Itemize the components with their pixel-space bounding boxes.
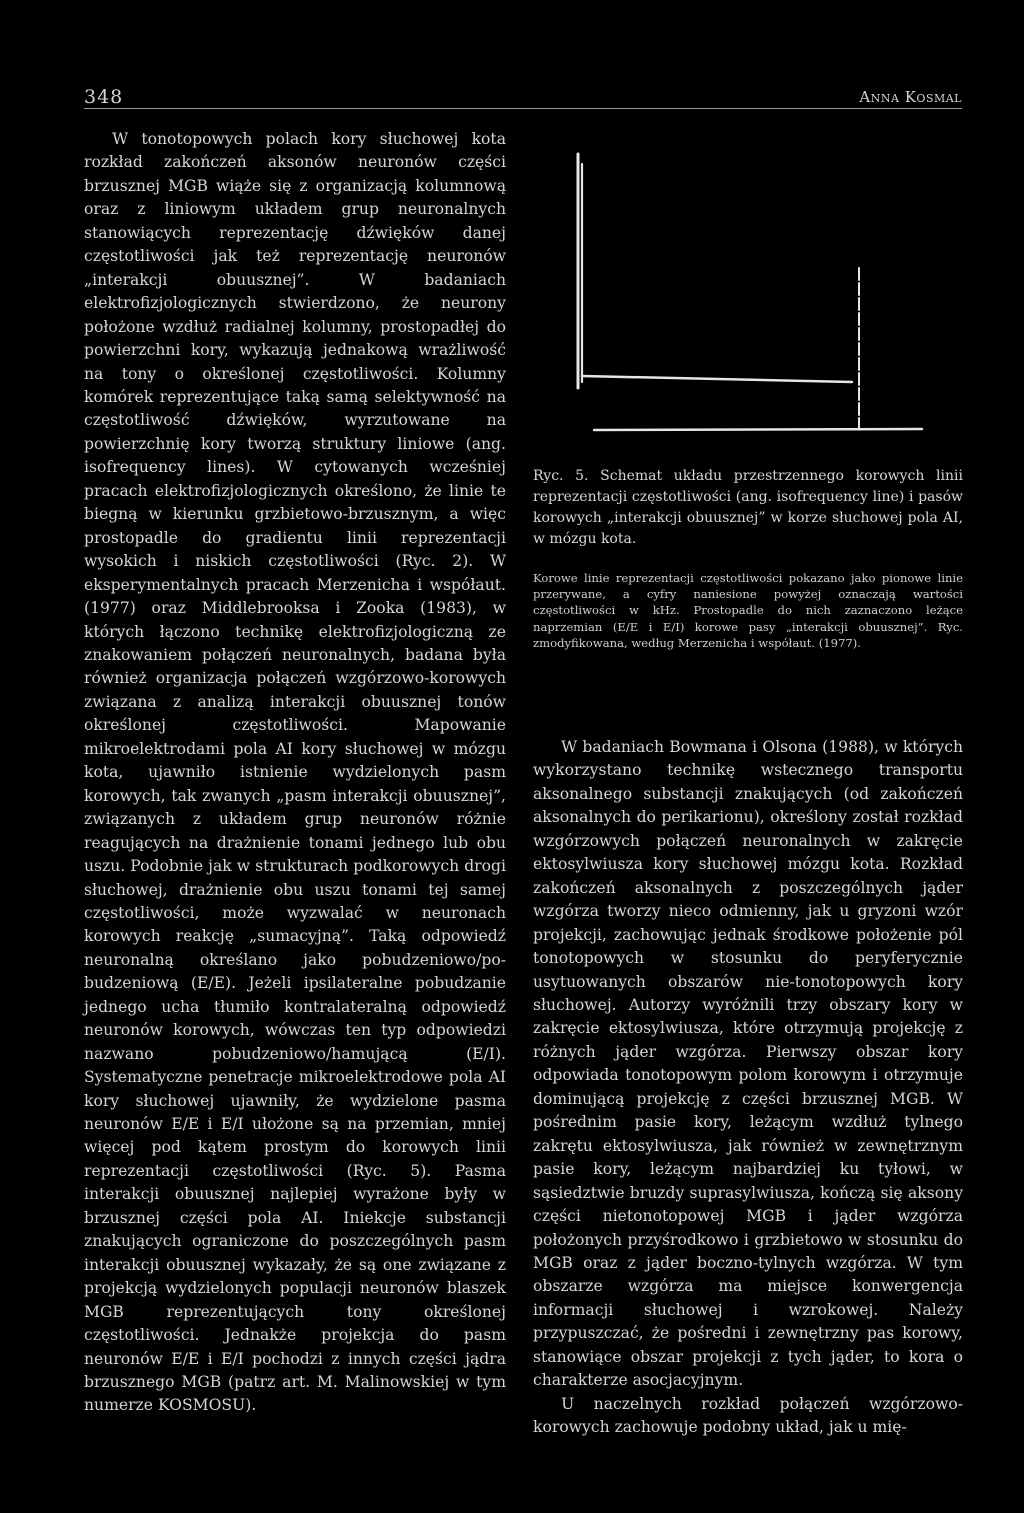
figure-drawing: [562, 150, 942, 440]
figure-ryc-5: [562, 150, 942, 440]
right-paragraph-2: U naczelnych rozkład połączeń wzgórzowo-korowych zachowuje podobny układ, jak u mię-: [533, 1394, 963, 1437]
left-paragraph: W tonotopowych polach kory słuchowej kota rozkład zakończeń aksonów neuronów części brzusznej MGB wiąże się z organizacją kolumnową oraz z liniowym układem grup neuronalnych stanowiących reprezentację dźwięków danej częstotliwości jak też reprezentację neuronów „interakcji obuusznej”. W badaniach elektrofizjologicznych stwierdzono, że neurony położone wzdłuż radialnej kolumny, prostopadłej do powierzchni kory, wykazują jednakową wrażliwość na tony o określonej częstotliwości. Kolumny komórek reprezentujące taką samą selektywność na częstotliwość dźwięków, wyrzutowane na powierzchnię kory tworzą struktury liniowe (ang. isofrequency lines). W cytowanych wcześniej pracach elektrofizjologicznych określono, że linie te biegną w kierunku grzbietowo-brzusznym, a więc prostopadle do gradientu linii reprezentacji wysokich i niskich częstotliwości (Ryc. 2). W eksperymentalnych pracach Merzenicha i współaut. (1977) oraz Middlebrooksa i Zooka (1983), w których łączono technikę elektrofizjologiczną ze znakowaniem połączeń neuronalnych, badana była również organizacja połączeń wzgórzowo-korowych związana z analizą interakcji obuusznej tonów określonej częstotliwości. Mapowanie mikroelektrodami pola AI kory słuchowej w mózgu kota, ujawniło istnienie wydzielonych pasm korowych, tak zwanych „pasm interakcji obuusznej”, związanych z układem grup neuronów różnie reagujących na drażnienie tonami jednego lub obu uszu. Podobnie jak w strukturach podkorowych drogi słuchowej, drażnienie obu uszu tonami tej samej częstotliwości, może wyzwalać w neuronach korowych reakcję „sumacyjną”. Taką odpowiedź neuronalną określano jako pobudzeniowo/po- budzeniową (E/E). Jeżeli ipsilateralne pobudzanie jednego ucha tłumiło kontralateralną odpowiedź neuronów korowych, wówczas ten typ odpowiedzi nazwano pobudzeniowo/hamującą (E/I). Systematyczne penetracje mikroelektrodowe pola AI kory słuchowej ujawniły, że wydzielone pasma neuronów E/E i E/I ułożone są na przemian, mniej więcej pod kątem prostym do korowych linii reprezentacji częstotliwości (Ryc. 5). Pasma interakcji obuusznej najlepiej wyrażone były w brzusznej części pola AI. Iniekcje substancji znakujących ograniczone do poszczególnych pasm interakcji obuusznej wykazały, że są one związane z projekcją wydzielonych populacji neuronów blaszek MGB reprezentujących tony określonej częstotliwości. Jednakże projekcja do pasm neuronów E/E i E/I pochodzi z innych części jądra brzusznego MGB (patrz art. M. Malinowskiej w tym numerze KOSMOSU).: [84, 130, 506, 1415]
page-number: 348: [84, 86, 124, 108]
figure-note-text: Korowe linie reprezentacji częstotliwości pokazano jako pionowe linie przerywane, a cyfry naniesione powyżej oznaczają wartości częstotliwości w kHz. Prostopadle do nich zaznaczono leżące naprzemian (E/E i E/I) korowe pasy „interakcji obuusznej”. Ryc. zmodyfikowana, według Merzenicha i współaut. (1977).: [533, 571, 963, 650]
figure-caption: [533, 466, 963, 550]
right-column: [533, 736, 963, 1440]
figure-upper-horizontal-line: [582, 376, 852, 382]
left-column: [84, 128, 506, 1418]
figure-lower-horizontal-line: [594, 429, 922, 430]
right-paragraph-1: W badaniach Bowmana i Olsona (1988), w których wykorzystano technikę wstecznego transportu aksonalnego substancji znakujących (od zakończeń aksonalnych do perikarionu), określony został rozkład wzgórzowych połączeń neuronalnych w zakręcie ektosylwiusza kory słuchowej mózgu kota. Rozkład zakończeń aksonalnych z poszczególnych jąder wzgórza tworzy nieco odmienny, jak u gryzoni wzór projekcji, zachowując jednak środkowe położenie pól tonotopowych w stosunku do peryferycznie usytuowanych obszarów nie-tonotopowych kory słuchowej. Autorzy wyróżnili trzy obszary kory w zakręcie ektosylwiusza, które otrzymują projekcję z różnych jąder wzgórza. Pierwszy obszar kory odpowiada tonotopowym polom korowym i otrzymuje dominującą projekcję z części brzusznej MGB. W pośrednim pasie kory, leżącym wzdłuż tylnego zakrętu ektosylwiusza, jak również w zewnętrznym pasie kory, leżącym najbardziej ku tyłowi, w sąsiedztwie bruzdy suprasylwiusza, kończą się aksony części nietonotopowej MGB i jąder wzgórza położonych przyśrodkowo i grzbietowo w stosunku do MGB oraz z jąder boczno-tylnych wzgórza. W tym obszarze wzgórza ma miejsce konwergencja informacji słuchowej i wzrokowej. Należy przypuszczać, że pośredni i zewnętrzny pas korowy, stanowiące obszar projekcji z tych jąder, to kora o charakterze asocjacyjnym.: [533, 738, 963, 1390]
figure-caption-text: Ryc. 5. Schemat układu przestrzennego korowych linii reprezentacji częstotliwości (ang. isofrequency line) i pasów korowych „interakcji obuusznej” w korze słuchowej pola AI, w mózgu kota.: [533, 468, 963, 547]
header-rule: [84, 108, 962, 109]
running-head-author: Anna Kosmal: [859, 88, 962, 106]
figure-note: [533, 570, 963, 651]
